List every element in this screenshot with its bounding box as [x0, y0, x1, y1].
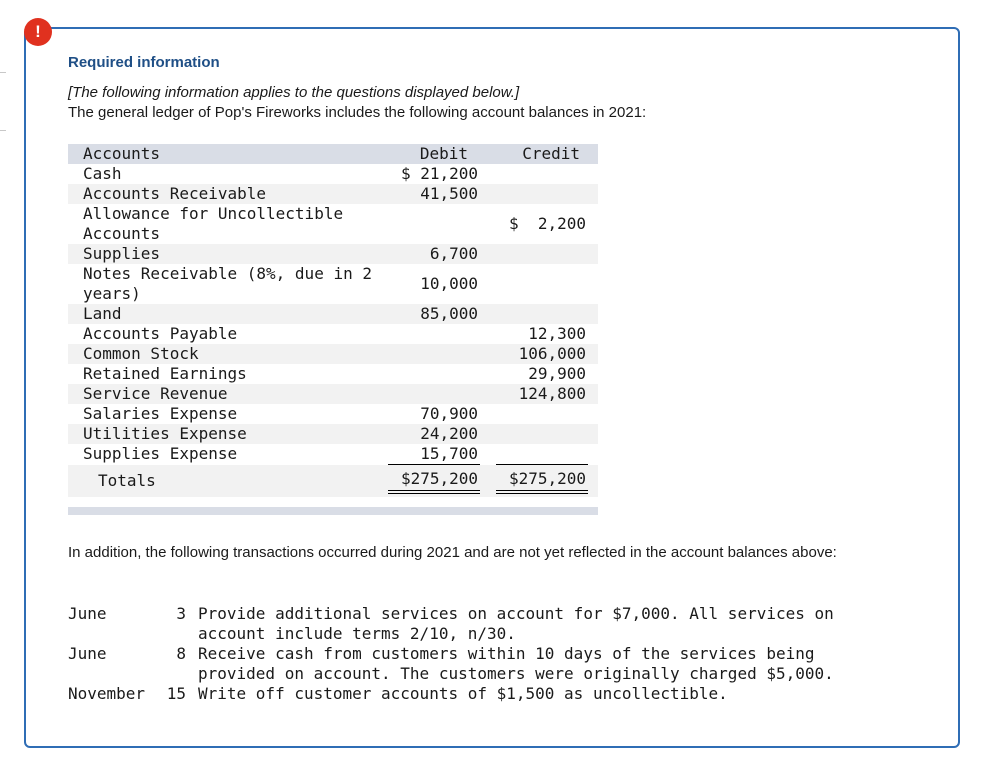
debit-value: $ 21,200 — [400, 164, 478, 183]
transaction-text: Provide additional services on account for $7,000. All services on — [198, 604, 834, 623]
side-tick — [0, 72, 6, 73]
transaction-text: account include terms 2/10, n/30. — [198, 624, 516, 643]
addition-text: In addition, the following transactions occurred during 2021 and are not yet reflected in the account balances above: — [68, 544, 837, 561]
account-name: Service Revenue — [83, 384, 228, 403]
total-debit: $275,200 — [400, 469, 478, 488]
ledger-bottom-band — [68, 507, 598, 515]
account-name: Allowance for Uncollectible Accounts — [83, 204, 344, 243]
ledger-totals-row — [68, 465, 598, 497]
ledger-row — [68, 424, 598, 444]
account-name: Accounts Receivable — [83, 184, 267, 203]
account-name: Retained Earnings — [83, 364, 247, 383]
transaction-text: provided on account. The customers were originally charged $5,000. — [198, 664, 834, 683]
debit-total-double-rule — [388, 493, 480, 494]
ledger-row — [68, 444, 598, 465]
credit-total-double-rule — [496, 493, 588, 494]
ledger-row — [68, 164, 598, 184]
intro-line: The general ledger of Pop's Fireworks includes the following account balances in 2021: — [68, 104, 647, 121]
ledger-row — [68, 344, 598, 364]
transaction-day: 15 — [166, 684, 186, 703]
debit-total-double-rule — [388, 490, 480, 491]
account-name: Accounts Payable — [83, 324, 238, 343]
ledger-row — [68, 184, 598, 204]
transaction-day: 3 — [176, 604, 186, 623]
totals-label: Totals — [98, 471, 156, 490]
ledger-row — [68, 264, 598, 304]
ledger-row — [68, 404, 598, 424]
credit-value: 29,900 — [528, 364, 586, 383]
account-name: Common Stock — [83, 344, 199, 363]
ledger-row — [68, 204, 598, 244]
debit-value: 15,700 — [420, 444, 478, 463]
credit-value: 124,800 — [518, 384, 586, 403]
credit-value: 106,000 — [518, 344, 586, 363]
account-name: Notes Receivable (8%, due in 2 years) — [83, 264, 372, 303]
exclamation-icon: ! — [24, 18, 52, 46]
account-name: Salaries Expense — [83, 404, 238, 423]
ledger-row — [68, 324, 598, 344]
ledger-row — [68, 364, 598, 384]
col-debit: Debit — [419, 144, 468, 163]
total-credit: $275,200 — [508, 469, 586, 488]
transaction-day: 8 — [176, 644, 186, 663]
account-name: Supplies Expense — [83, 444, 238, 463]
ledger-row — [68, 384, 598, 404]
transaction-month: June — [68, 644, 107, 663]
debit-value: 41,500 — [420, 184, 478, 203]
ledger-header-row — [68, 144, 598, 164]
account-name: Cash — [83, 164, 122, 183]
debit-value: 85,000 — [420, 304, 478, 323]
col-accounts: Accounts — [83, 144, 161, 163]
credit-value: 12,300 — [528, 324, 586, 343]
account-name: Land — [83, 304, 122, 323]
side-tick — [0, 130, 6, 131]
col-credit: Credit — [522, 144, 580, 163]
credit-total-double-rule — [496, 490, 588, 491]
required-information-title: Required information — [68, 54, 220, 71]
account-name: Utilities Expense — [83, 424, 247, 443]
ledger-table — [68, 144, 598, 497]
debit-value: 6,700 — [429, 244, 478, 263]
debit-value: 70,900 — [420, 404, 478, 423]
intro-note: [The following information applies to the questions displayed below.] — [68, 84, 520, 101]
ledger-row — [68, 244, 598, 264]
account-name: Supplies — [83, 244, 161, 263]
ledger-row — [68, 304, 598, 324]
transaction-text: Receive cash from customers within 10 days of the services being — [198, 644, 815, 663]
transaction-month: June — [68, 604, 107, 623]
transaction-text: Write off customer accounts of $1,500 as uncollectible. — [198, 684, 728, 703]
credit-value: $ 2,200 — [508, 214, 586, 233]
transaction-month: November — [68, 684, 146, 703]
debit-value: 10,000 — [420, 274, 478, 293]
debit-value: 24,200 — [420, 424, 478, 443]
